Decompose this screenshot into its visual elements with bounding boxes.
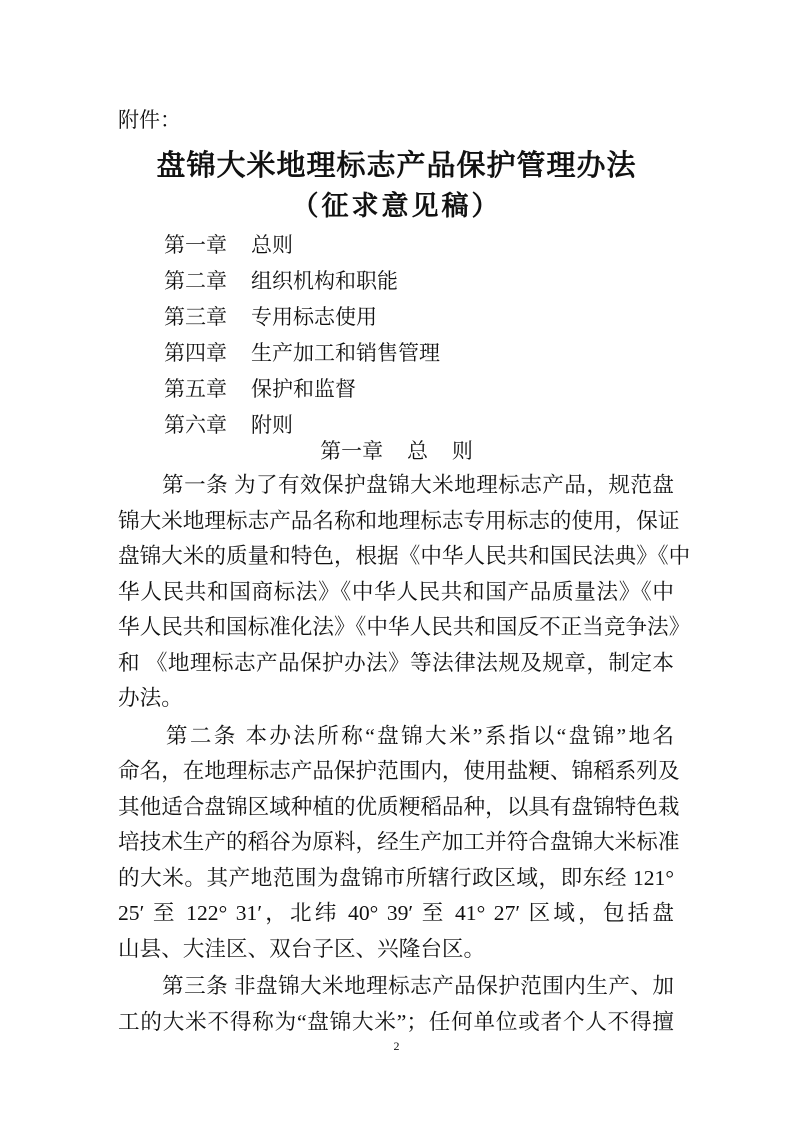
toc-chapter-number: 第四章 xyxy=(164,342,227,365)
toc-chapter-number: 第二章 xyxy=(164,270,227,293)
table-of-contents xyxy=(164,228,440,444)
body-line: 培技术生产的稻谷为原料，经生产加工并符合盘锦大米标准 xyxy=(118,830,680,854)
toc-chapter-number: 第五章 xyxy=(164,378,227,401)
toc-chapter-number: 第一章 xyxy=(164,234,227,257)
body-line: 办法。 xyxy=(118,686,183,710)
body-line: 华人民共和国标准化法》《中华人民共和国反不正当竞争法》 xyxy=(118,615,691,639)
document-subtitle: （征求意见稿） xyxy=(291,191,502,221)
toc-chapter-name: 保护和监督 xyxy=(251,378,356,401)
toc-chapter-name: 组织机构和职能 xyxy=(251,270,398,293)
body-line: 第一条 为了有效保护盘锦大米地理标志产品，规范盘 xyxy=(118,473,674,497)
body-line: 命名，在地理标志产品保护范围内，使用盐粳、锦稻系列及 xyxy=(118,759,680,783)
body-line: 第三条 非盘锦大米地理标志产品保护范围内生产、加 xyxy=(118,974,674,998)
body-line: 25′ 至 122° 31′，北纬 40° 39′ 至 41° 27′ 区域，包括盘 xyxy=(118,901,674,925)
toc-item xyxy=(164,372,440,408)
body-line: 盘锦大米的质量和特色，根据《中华人民共和国民法典》《中 xyxy=(118,544,691,568)
body-text xyxy=(118,468,691,1040)
toc-chapter-name: 生产加工和销售管理 xyxy=(251,342,440,365)
toc-chapter-name: 专用标志使用 xyxy=(251,306,377,329)
chapter-heading: 第一章 总 则 xyxy=(320,440,473,463)
toc-chapter-name: 总则 xyxy=(251,234,293,257)
body-line: 华人民共和国商标法》《中华人民共和国产品质量法》《中 xyxy=(118,579,674,604)
body-line: 山县、大洼区、双台子区、兴隆台区。 xyxy=(118,936,486,961)
toc-item xyxy=(164,264,440,300)
attachment-label: 附件： xyxy=(118,109,181,132)
body-line: 的大米。其产地范围为盘锦市所辖行政区域，即东经 121° xyxy=(118,865,674,890)
toc-chapter-number: 第三章 xyxy=(164,306,227,329)
toc-chapter-name: 附则 xyxy=(251,414,293,437)
document-title: 盘锦大米地理标志产品保护管理办法 xyxy=(156,150,637,182)
toc-item xyxy=(164,336,440,372)
page-number: 2 xyxy=(393,1039,400,1053)
toc-chapter-number: 第六章 xyxy=(164,414,227,437)
toc-item xyxy=(164,300,440,336)
body-line: 第二条 本办法所称“盘锦大米”系指以“盘锦”地名 xyxy=(118,723,674,748)
body-line: 工的大米不得称为“盘锦大米”；任何单位或者个人不得擅 xyxy=(118,1009,674,1034)
body-line: 锦大米地理标志产品名称和地理标志专用标志的使用，保证 xyxy=(118,508,680,533)
body-line: 和 《地理标志产品保护办法》等法律法规及规章，制定本 xyxy=(118,650,674,675)
body-line: 其他适合盘锦区域种植的优质粳稻品种，以具有盘锦特色栽 xyxy=(118,794,680,819)
toc-item xyxy=(164,228,440,264)
